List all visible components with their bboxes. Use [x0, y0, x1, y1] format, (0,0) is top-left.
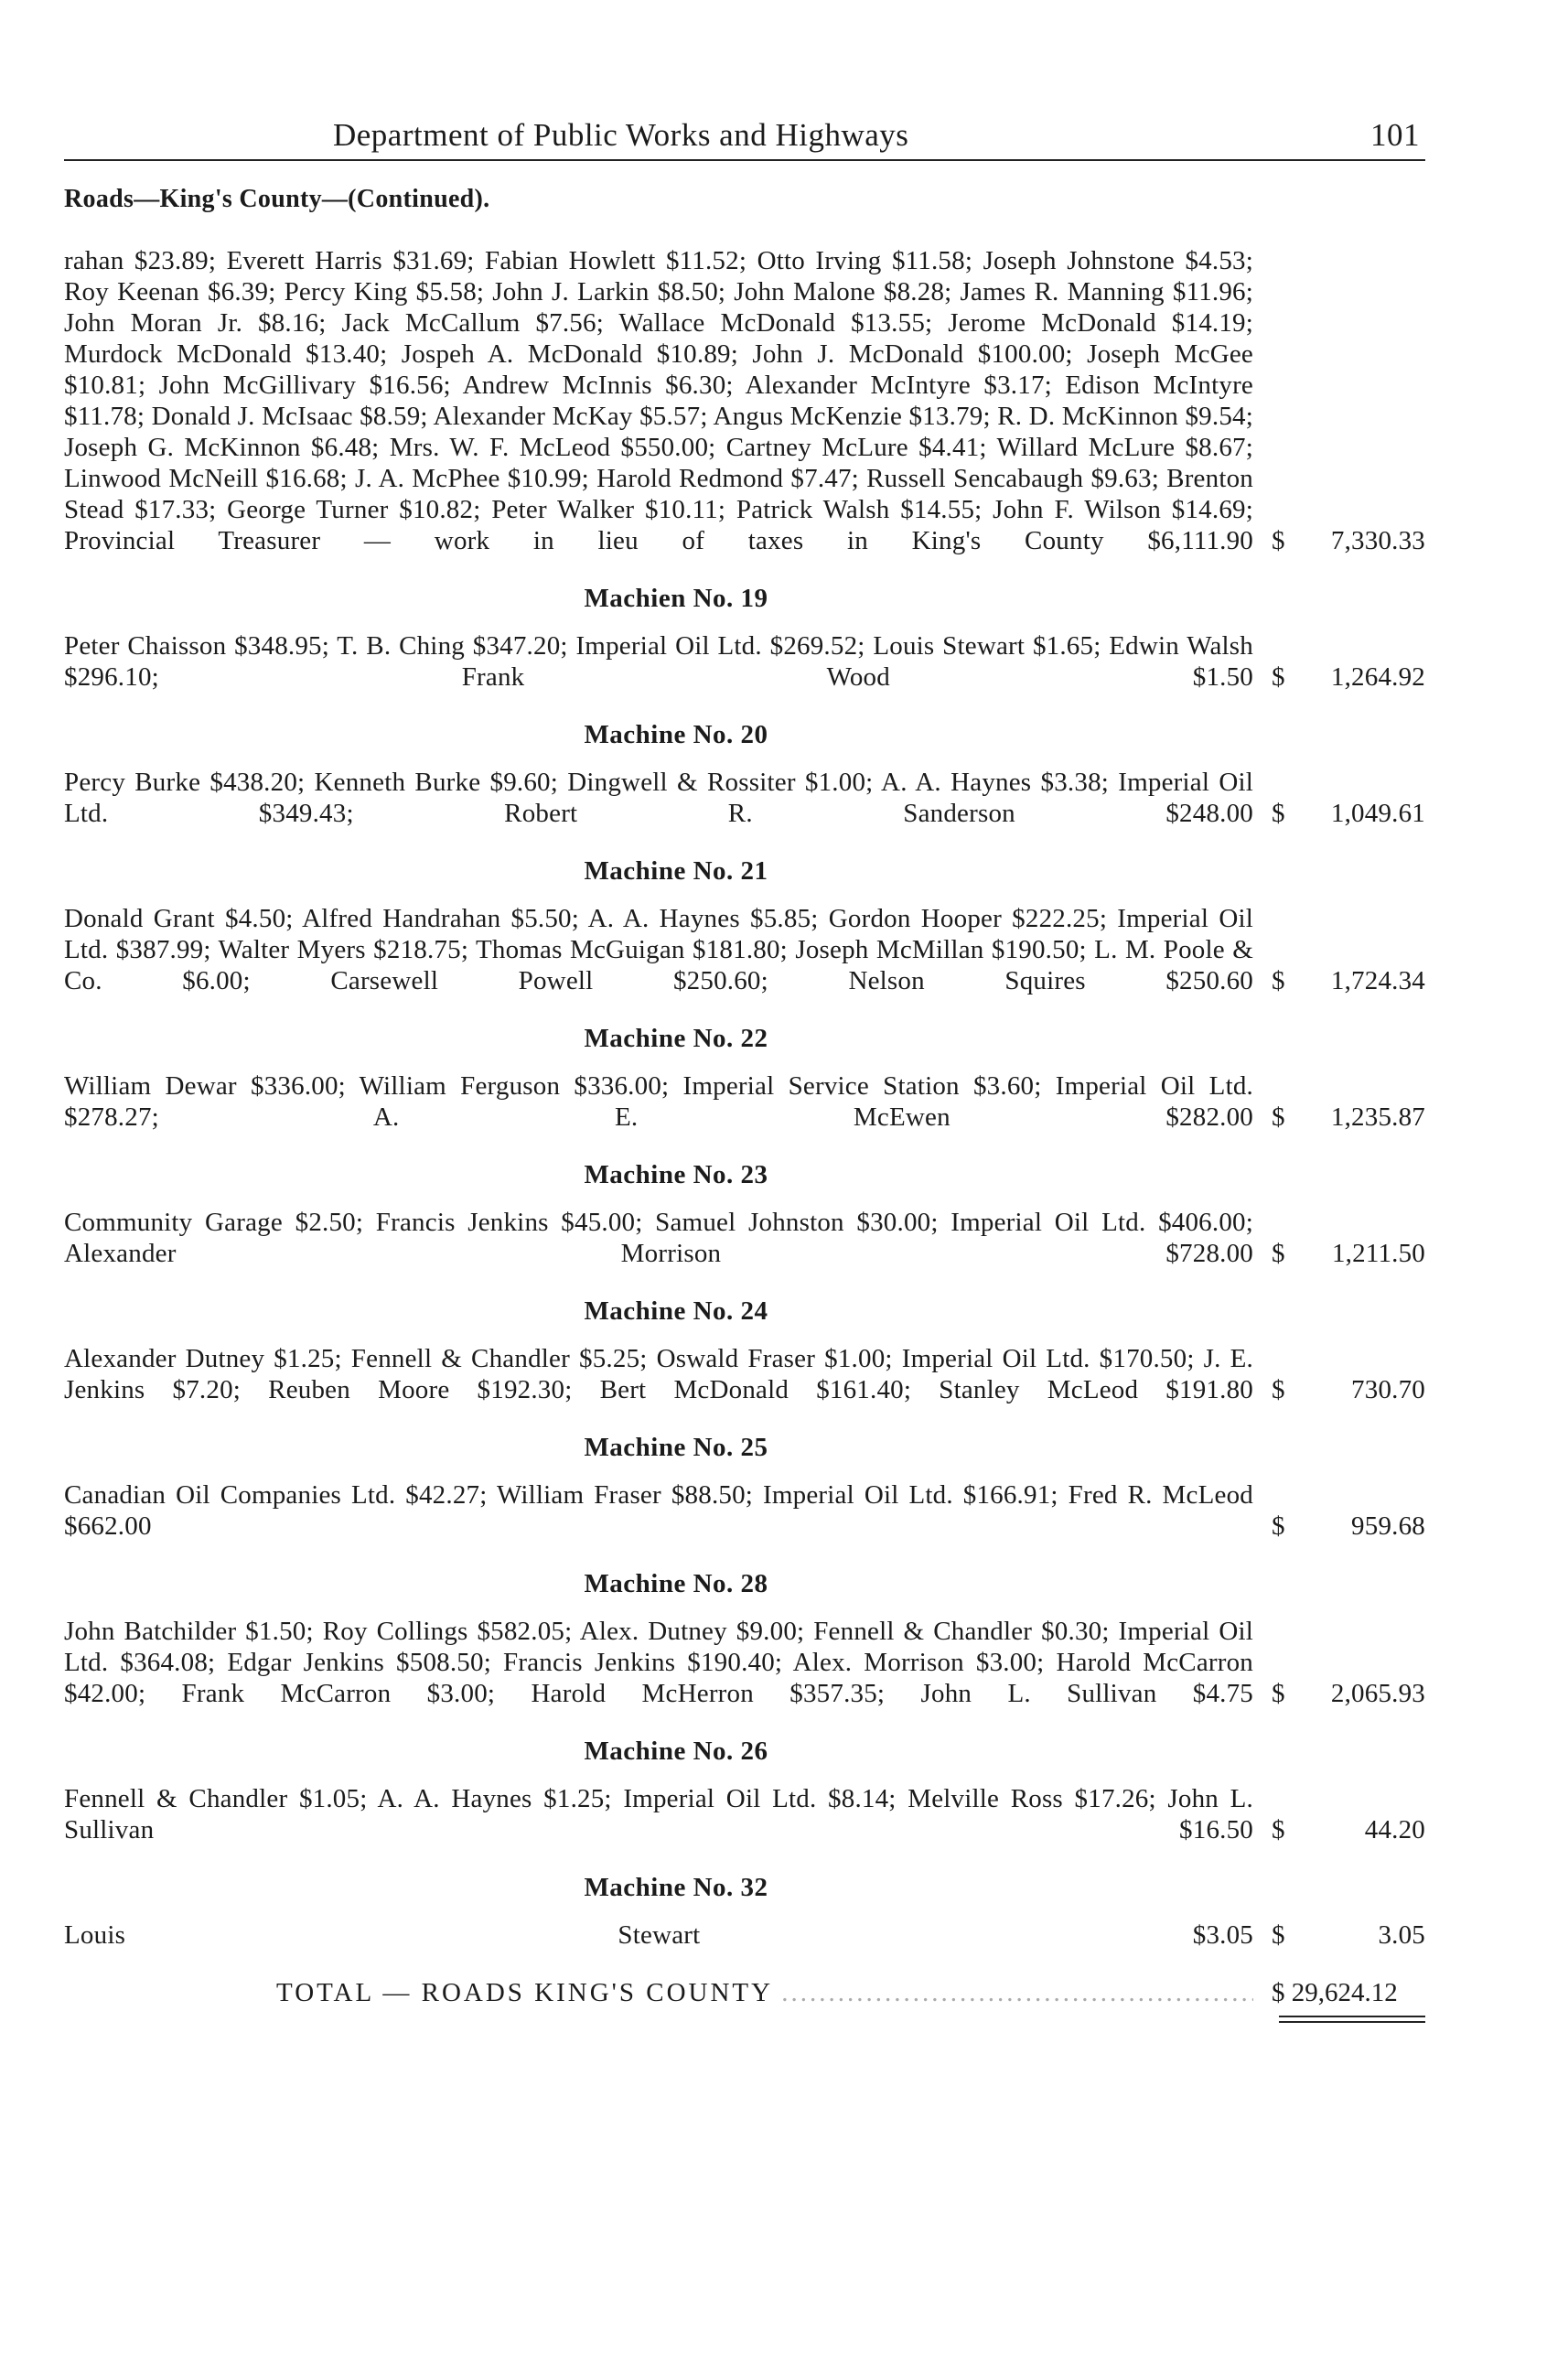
entry-text: Canadian Oil Companies Ltd. $42.27; William Fraser $88.50; Imperial Oil Ltd. $166.91; Fred R. McLeod $662.00 — [64, 1480, 1253, 1541]
ledger-entry — [64, 1479, 1425, 1542]
machine-section-title: Machine No. 26 — [584, 1737, 768, 1766]
entry-text: William Dewar $336.00; William Ferguson $336.00; Imperial Service Station $3.60; Imperial Oil Ltd. $278.27; A. E. McEwen $282.00 — [64, 1071, 1253, 1132]
ledger-entry — [64, 1783, 1425, 1845]
entry-amount: $ 1,724.34 — [1272, 966, 1425, 995]
entry-amount: $ 44.20 — [1272, 1815, 1425, 1844]
machine-section-title: Machine No. 32 — [584, 1873, 768, 1902]
entry-text: Donald Grant $4.50; Alfred Handrahan $5.50; A. A. Haynes $5.85; Gordon Hooper $222.25; Imperial Oil Ltd. $387.99; Walter Myers $218.75; Thomas McGuigan $181.80; Joseph McMillan $190.50; L. M. Poole & Co. $6.00; Carsewell Powell $250.60; Nelson Squires $250.60 — [64, 904, 1253, 995]
ledger-entry — [64, 1207, 1425, 1269]
entry-amount: $ 730.70 — [1272, 1375, 1425, 1404]
entry-amount: $ 1,235.87 — [1272, 1102, 1425, 1132]
ledger-entry — [64, 903, 1425, 996]
entry-amount: $ 1,049.61 — [1272, 799, 1425, 828]
entry-text: Louis Stewart $3.05 — [64, 1920, 1253, 1950]
machine-section-title: Machine No. 23 — [584, 1160, 768, 1189]
total-amount: $ 29,624.12 — [1272, 1978, 1398, 2007]
entry-text: Alexander Dutney $1.25; Fennell & Chandler $5.25; Oswald Fraser $1.00; Imperial Oil Ltd. $170.50; J. E. Jenkins $7.20; Reuben Moore $192.30; Bert McDonald $161.40; Stanley McLeod $191.80 — [64, 1344, 1253, 1404]
total-label: TOTAL — ROADS KING'S COUNTY ..... — [64, 1978, 1253, 2008]
ledger-entry — [64, 1343, 1425, 1405]
page-header — [64, 117, 1425, 161]
ledger-entry — [64, 630, 1425, 693]
ledger-entry — [64, 767, 1425, 829]
entry-text: Fennell & Chandler $1.05; A. A. Haynes $1.25; Imperial Oil Ltd. $8.14; Melville Ross $17.26; John L. Sullivan $16.50 — [64, 1784, 1253, 1844]
entry-text: Peter Chaisson $348.95; T. B. Ching $347.20; Imperial Oil Ltd. $269.52; Louis Stewart $1.65; Edwin Walsh $296.10; Frank Wood $1.50 — [64, 631, 1253, 692]
page-number: 101 — [1370, 117, 1420, 153]
machine-section-title: Machine No. 28 — [584, 1569, 768, 1598]
machine-section-title: Machine No. 22 — [584, 1024, 768, 1053]
machine-section-title: Machine No. 20 — [584, 720, 768, 749]
section-subheading: Roads—King's County—(Continued). — [64, 185, 490, 213]
entry-text: John Batchilder $1.50; Roy Collings $582.05; Alex. Dutney $9.00; Fennell & Chandler $0.30; Imperial Oil Ltd. $364.08; Edgar Jenkins $508.50; Francis Jenkins $190.40; Alex. Morrison $3.00; Harold McCarron $42.00; Frank McCarron $3.00; Harold McHerron $357.35; John L. Sullivan $4.75 — [64, 1617, 1253, 1708]
entry-amount: $ 1,264.92 — [1272, 662, 1425, 692]
ledger-entry — [64, 1919, 1425, 1951]
machine-section-title: Machine No. 21 — [584, 856, 768, 886]
total-block — [64, 1978, 1425, 2008]
total-rule-bottom — [1279, 2021, 1425, 2023]
total-row — [64, 1978, 1425, 2008]
entry-text: Community Garage $2.50; Francis Jenkins $45.00; Samuel Johnston $30.00; Imperial Oil Ltd. $406.00; Alexander Morrison $728.00 — [64, 1208, 1253, 1268]
page-title: Department of Public Works and Highways — [333, 117, 909, 153]
document-page — [64, 117, 1425, 2008]
entry-amount: $ 959.68 — [1272, 1511, 1425, 1541]
entry-amount: $ 2,065.93 — [1272, 1679, 1425, 1708]
machine-section-title: Machine No. 25 — [584, 1433, 768, 1462]
entry-amount: $ 7,330.33 — [1272, 526, 1425, 555]
entry-amount: $ 3.05 — [1272, 1920, 1425, 1950]
ledger-entry — [64, 1070, 1425, 1133]
machine-section-title: Machine No. 24 — [584, 1296, 768, 1326]
entry-text: Percy Burke $438.20; Kenneth Burke $9.60; Dingwell & Rossiter $1.00; A. A. Haynes $3.38; Imperial Oil Ltd. $349.43; Robert R. Sanderson $248.00 — [64, 768, 1253, 828]
ledger-entry — [64, 1616, 1425, 1709]
ledger-entry — [64, 245, 1425, 556]
machine-sections — [64, 584, 1425, 1951]
total-amount-cell — [1253, 1978, 1425, 2008]
entry-amount: $ 1,211.50 — [1272, 1239, 1425, 1268]
total-rule-top — [1279, 2016, 1425, 2017]
entry-text: rahan $23.89; Everett Harris $31.69; Fabian Howlett $11.52; Otto Irving $11.58; Joseph Johnstone $4.53; Roy Keenan $6.39; Percy King $5.58; John J. Larkin $8.50; John Malone $8.28; James R. Manning $11.96; John Moran Jr. $8.16; Jack McCallum $7.56; Wallace McDonald $13.55; Jerome McDonald $14.19; Murdock McDonald $13.40; Jospeh A. McDonald $10.89; John J. McDonald $100.00; Joseph McGee $10.81; John McGillivary $16.56; Andrew McInnis $6.30; Alexander McIntyre $3.17; Edison McIntyre $11.78; Donald J. McIsaac $8.59; Alexander McKay $5.57; Angus McKenzie $13.79; R. D. McKinnon $9.54; Joseph G. McKinnon $6.48; Mrs. W. F. McLeod $550.00; Cartney McLure $4.41; Willard McLure $8.67; Linwood McNeill $16.68; J. A. McPhee $10.99; Harold Redmond $7.47; Russell Sencabaugh $9.63; Brenton Stead $17.33; George Turner $10.82; Peter Walker $10.11; Patrick Walsh $14.55; John F. Wilson $14.69; Provincial Treasurer — work in lieu of taxes in King's County $6,111.90 — [64, 246, 1253, 555]
machine-section-title: Machien No. 19 — [584, 584, 768, 613]
